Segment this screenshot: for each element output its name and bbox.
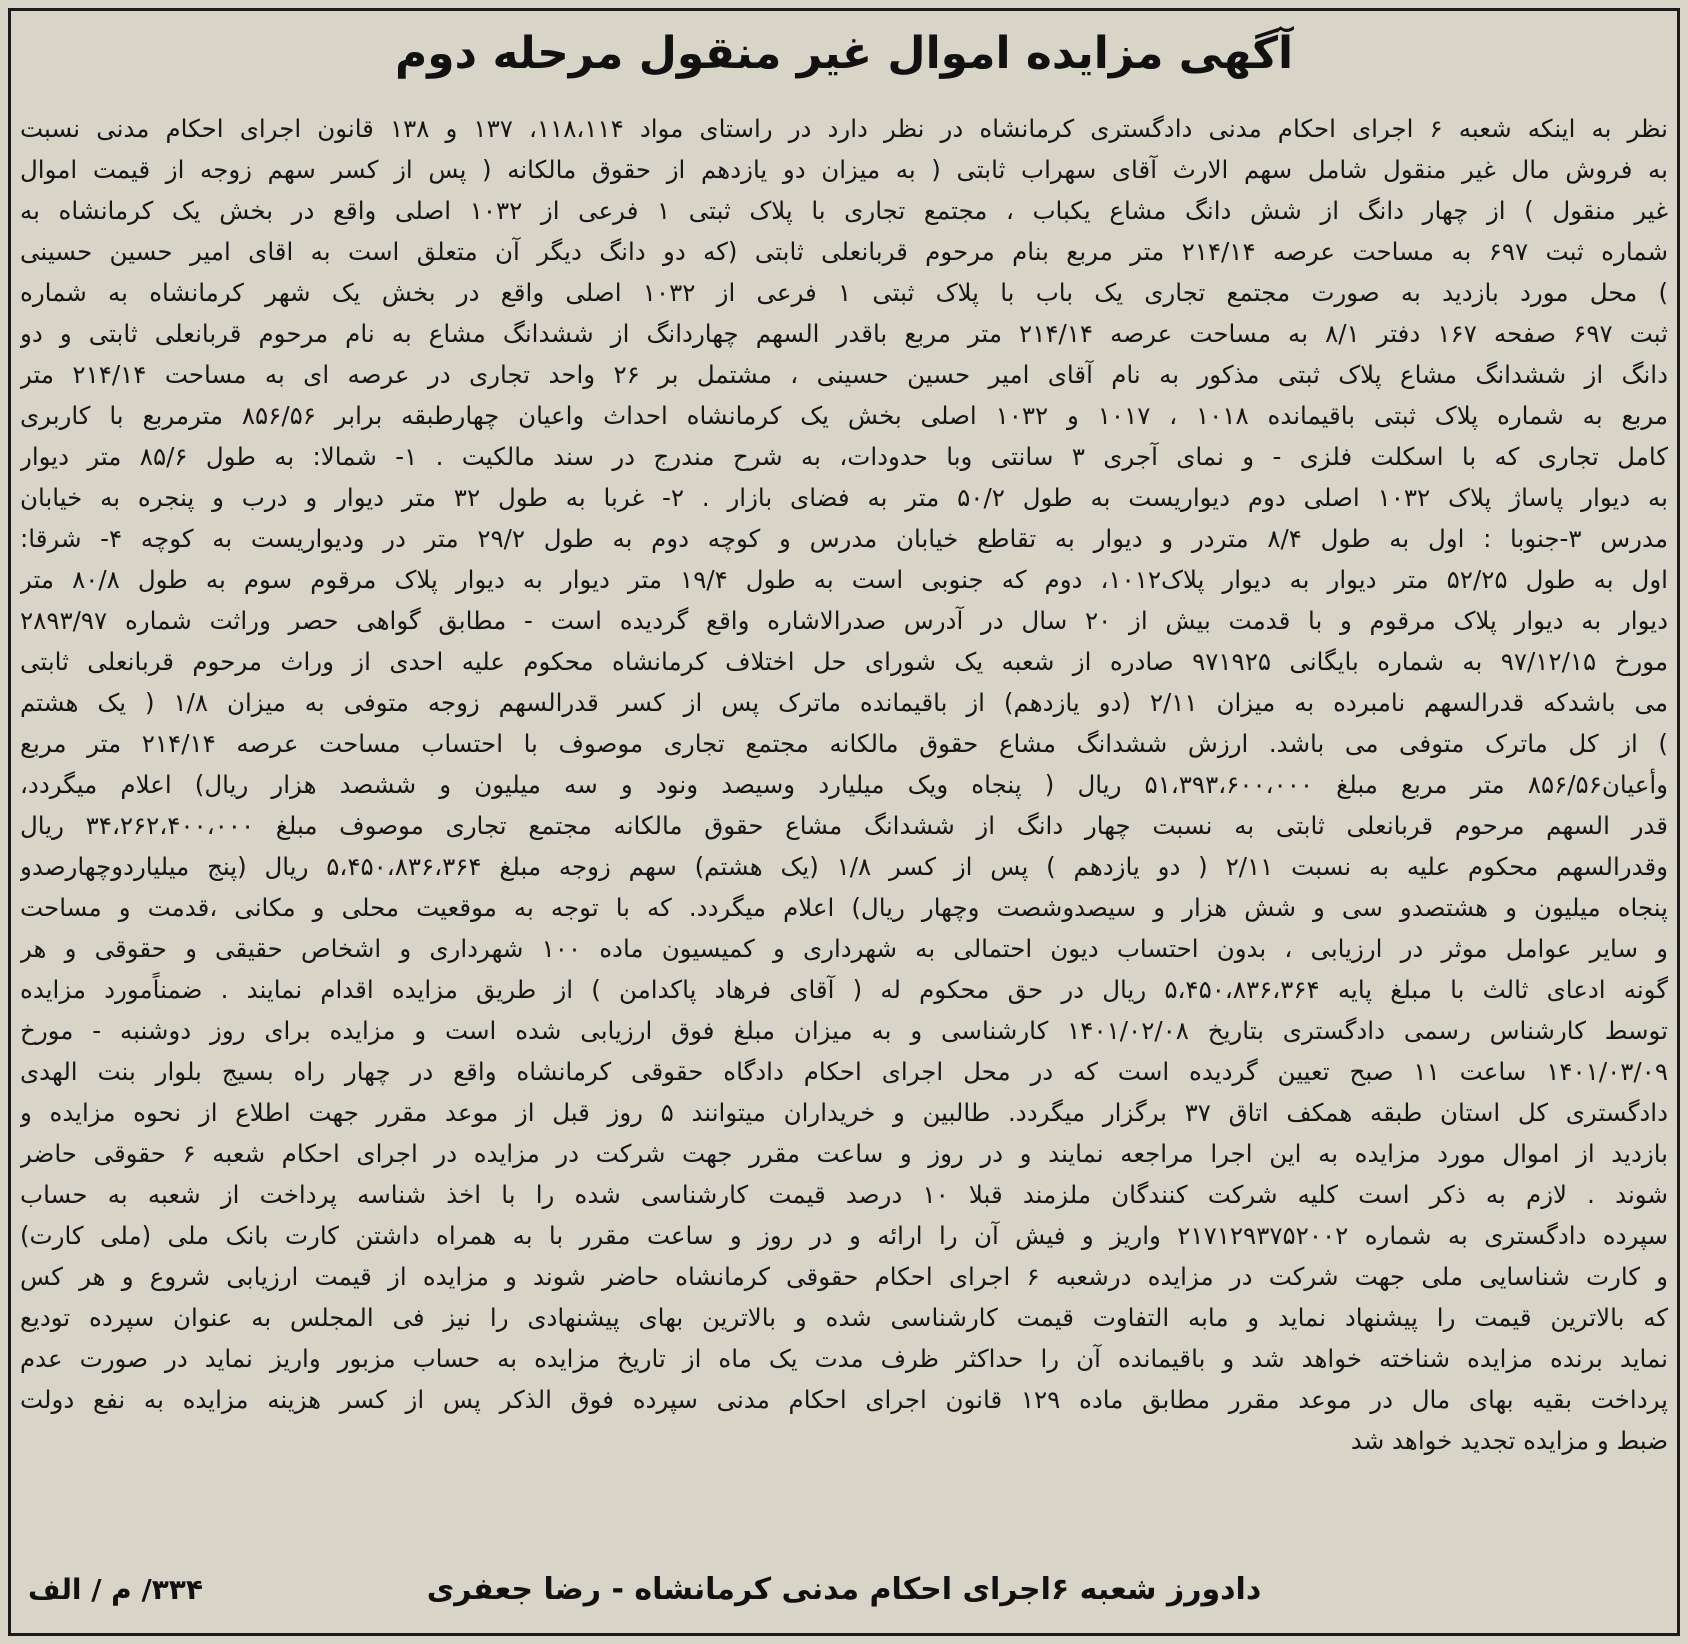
notice-line: و کارت شناسایی ملی جهت شرکت در مزایده درشعبه ۶ اجرای احکام حقوقی کرمانشاه حاضر شوند و مزایده از قیمت ارزیابی شروع و هر کس [20,1262,1668,1291]
notice-line: شماره ثبت ۶۹۷ به مساحت عرصه ۲۱۴/۱۴ متر مربع بنام مرحوم قربانعلی ثابتی (که دو دانگ دیگر آن متعلق است به اقای امیر حسین حسینی [20,237,1668,266]
notice-line: به دیوار پاساژ پلاک ۱۰۳۲ اصلی دوم دیواریست به طول ۵۰/۲ متر به فضای بازار . ۲- غربا به طول ۳۲ متر دیوار و درب و پنجره به خیابان [20,483,1668,512]
notice-footer [28,1560,1660,1620]
notice-line: ۱۴۰۱/۰۳/۰۹ ساعت ۱۱ صبح تعیین گردیده است که در محل اجرای احکام دادگاه حقوقی کرمانشاه واقع در چهار راه بسیج بلوار بنت الهدی [20,1057,1668,1086]
notice-line: که بالاترین قیمت را پیشنهاد نماید و مابه التفاوت قیمت کارشناسی شده و بالاترین بهای پیشنهادی را نیز فی المجلس به عنوان سپرده تودیع [20,1303,1668,1332]
notice-line: وأعیان۸۵۶/۵۶ متر مربع مبلغ ۵۱،۳۹۳،۶۰۰،۰۰۰ ریال ( پنجاه ویک میلیارد وسیصد ونود و سه میلیون و ششصد هزار ریال) اعلام میگردد، [20,770,1668,799]
notice-line: غیر منقول ) از چهار دانگ از شش دانگ مشاع یکباب ، مجتمع تجاری با پلاک ثبتی ۱ فرعی از ۱۰۳۲ اصلی واقع در بخش یک کرمانشاه به [20,196,1668,225]
notice-line: نظر به اینکه شعبه ۶ اجرای احکام مدنی دادگستری کرمانشاه در نظر دارد در راستای مواد ۱۱۸،۱۱۴، ۱۳۷ و ۱۳۸ قانون اجرای احکام مدنی نسبت [20,114,1668,143]
notice-line: پنجاه میلیون و هشتصدو سی و شش هزار و سیصدوشصت وچهار ریال) اعلام میگردد. که با توجه به موقعیت محلی و مکانی ،قدمت و مساحت [20,893,1668,922]
notice-line: کامل تجاری که با اسکلت فلزی - و نمای آجری ۳ سانتی وبا حدودات، به شرح مندرج در سند مالکیت . ۱- شمالا: به طول ۸۵/۶ متر دیوار [20,442,1668,471]
notice-line: دانگ از ششدانگ مشاع پلاک ثبتی مذکور به نام آقای امیر حسین حسینی ، مشتمل بر ۲۶ واحد تجاری در عرصه ای به مساحت ۲۱۴/۱۴ متر [20,360,1668,389]
notice-line: سپرده دادگستری به شماره ۲۱۷۱۲۹۳۷۵۲۰۰۲ واریز و فیش آن را ارائه و در روز و ساعت مقرر با به همراه داشتن کارت بانک ملی (ملی کارت) [20,1221,1668,1250]
notice-line: دیوار به دیوار پلاک مرقوم و با قدمت بیش از ۲۰ سال در آدرس صدرالاشاره واقع گردیده است - مطابق گواهی حصر وراثت شماره ۲۸۹۳/۹۷ [20,606,1668,635]
notice-line: نماید برنده مزایده شناخته خواهد شد و باقیمانده آن را حداکثر ظرف مدت یک ماه از تاریخ مزایده به حساب مزبور واریز نماید در صورت عدم [20,1344,1668,1373]
notice-title: آگهی مزایده اموال غیر منقول مرحله دوم [394,28,1294,79]
notice-line: بازدید از اموال مورد مزایده به این اجرا مراجعه نمایند و در روز و ساعت مقرر جهت شرکت در مزایده در اجرای احکام شعبه ۶ حقوقی حاضر [20,1139,1668,1168]
notice-code: ۳۳۴/ م / الف [28,1573,203,1606]
notice-line: ضبط و مزایده تجدید خواهد شد [1350,1426,1668,1455]
notice-line: و سایر عوامل موثر در ارزیابی ، بدون احتساب دیون احتمالی به شهرداری و کمیسیون ماده ۱۰۰ شهرداری و اشخاص حقیقی و حقوقی و هر [20,934,1668,963]
notice-line: ) محل مورد بازدید به صورت مجتمع تجاری یک باب با پلاک ثبتی ۱ فرعی از ۱۰۳۲ اصلی واقع در بخش یک شهر کرمانشاه به شماره [20,278,1668,307]
notice-line: قدر السهم مرحوم قربانعلی ثابتی به نسبت چهار دانگ از ششدانگ مشاع حقوق مالکانه مجتمع تجاری موصوف مبلغ ۳۴،۲۶۲،۴۰۰،۰۰۰ ریال [20,811,1668,840]
notice-body [20,108,1668,1548]
notice-line: اول به طول ۵۲/۲۵ متر دیوار به دیوار پلاک۱۰۱۲، دوم که جنوبی است به طول ۱۹/۴ متر دیوار به دیوار پلاک مرقوم سوم به طول ۸۰/۸ متر [20,565,1668,594]
signature: دادورز شعبه ۶اجرای احکام مدنی کرمانشاه - رضا جعفری [426,1572,1262,1607]
notice-line: دادگستری کل استان طبقه همکف اتاق ۳۷ برگزار میگردد. طالبین و خریداران میتوانند ۵ روز قبل از موعد مقرر جهت اطلاع از نحوه مزایده و [20,1098,1668,1127]
notice-line: گونه ادعای ثالث با مبلغ پایه ۵،۴۵۰،۸۳۶،۳۶۴ ریال در حق محکوم له ( آقای فرهاد پاکدامن ) از طریق مزایده اقدام نمایند . ضمناًمورد مزایده [20,975,1668,1004]
notice-line: مربع به شماره پلاک ثبتی باقیمانده ۱۰۱۸ ، ۱۰۱۷ و ۱۰۳۲ اصلی بخش یک کرمانشاه احداث واعیان چهارطبقه برابر ۸۵۶/۵۶ مترمربع با کاربری [20,401,1668,430]
notice-line: ثبت ۶۹۷ صفحه ۱۶۷ دفتر ۸/۱ به مساحت عرصه ۲۱۴/۱۴ متر مربع باقدر السهم چهاردانگ از ششدانگ مشاع به نام مرحوم قربانعلی ثابتی و دو [20,319,1668,348]
notice-line: شوند . لازم به ذکر است کلیه شرکت کنندگان ملزمند قبلا ۱۰ درصد قیمت کارشناسی شده را با اخذ شناسه پرداخت از شعبه به حساب [20,1180,1668,1209]
notice-line: به فروش مال غیر منقول شامل سهم الارث آقای سهراب ثابتی ( به میزان دو یازدهم از حقوق مالکانه ( پس از کسر سهم زوجه از قیمت اموال [20,155,1668,184]
notice-line: ) از کل ماترک متوفی می باشد. ارزش ششدانگ مشاع حقوق مالکانه مجتمع تجاری موصوف با احتساب مساحت عرصه ۲۱۴/۱۴ متر مربع [20,729,1668,758]
notice-line: پرداخت بقیه بهای مال در موعد مقرر مطابق ماده ۱۲۹ قانون اجرای احکام مدنی سپرده فوق الذکر پس از کسر هزینه مزایده به نفع دولت [20,1385,1668,1414]
notice-line: توسط کارشناس رسمی دادگستری بتاریخ ۱۴۰۱/۰۲/۰۸ کارشناسی و به میزان مبلغ فوق ارزیابی شده است و مزایده برای روز دوشنبه - مورخ [20,1016,1668,1045]
notice-line: مدرس ۳-جنوبا : اول به طول ۸/۴ متردر و دیوار به تقاطع خیابان مدرس و کوچه دوم به طول ۲۹/۲ متر در ودیواریست به کوچه ۴- شرقا: [20,524,1668,553]
notice-line: مورخ ۹۷/۱۲/۱۵ به شماره بایگانی ۹۷۱۹۲۵ صادره از شعبه یک شورای حل اختلاف کرمانشاه محکوم علیه احدی از وراث مرحوم قربانعلی ثابتی [20,647,1668,676]
notice-line: می باشدکه قدرالسهم نامبرده به میزان ۲/۱۱ (دو یازدهم) از باقیمانده ماترک پس از کسر قدرالسهم زوجه متوفی به میزان ۱/۸ ( یک هشتم [20,688,1668,717]
notice-line: وقدرالسهم محکوم علیه به نسبت ۲/۱۱ ( دو یازدهم ) پس از کسر ۱/۸ (یک هشتم) سهم زوجه مبلغ ۵،۴۵۰،۸۳۶،۳۶۴ ریال (پنج میلیاردوچهارصدو [20,852,1668,881]
